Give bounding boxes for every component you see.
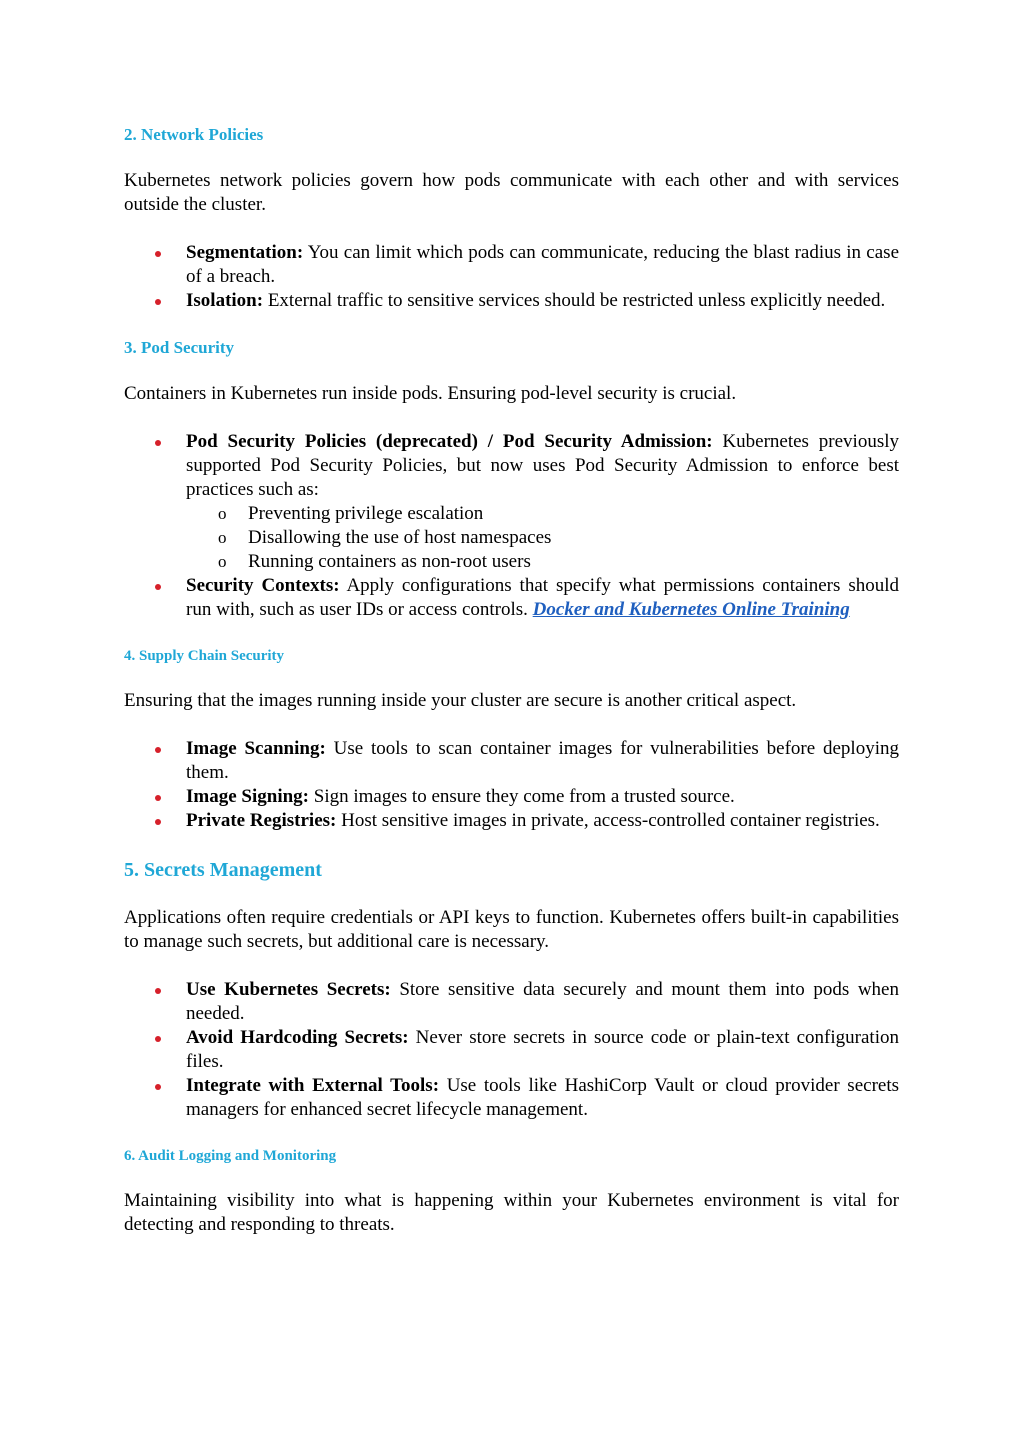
bullet-list bbox=[124, 737, 899, 833]
bullet-list bbox=[124, 241, 899, 313]
list-item bbox=[124, 978, 899, 1026]
section-heading-network-policies: 2. Network Policies bbox=[124, 125, 264, 144]
bullet-text: Never store secrets in source code or plain-text configuration files. bbox=[186, 1027, 899, 1072]
bullet-icon bbox=[155, 747, 161, 753]
sub-list-item bbox=[186, 550, 899, 574]
bullet-text: External traffic to sensitive services should be restricted unless explicitly needed. bbox=[263, 290, 886, 311]
bullet-text: Use tools to scan container images for vulnerabilities before deploying them. bbox=[186, 738, 899, 783]
bullet-term: Security Contexts: bbox=[186, 575, 340, 596]
bullet-text: Use tools like HashiCorp Vault or cloud provider secrets managers for enhanced secret lifecycle management. bbox=[186, 1075, 900, 1120]
bullet-text: Host sensitive images in private, access-controlled container registries. bbox=[336, 810, 880, 831]
bullet-icon bbox=[155, 795, 161, 801]
bullet-icon bbox=[155, 1084, 161, 1090]
list-item bbox=[124, 574, 899, 622]
list-item bbox=[124, 1074, 899, 1122]
sub-list bbox=[186, 502, 899, 574]
bullet-icon bbox=[155, 988, 161, 994]
sub-list-item bbox=[186, 526, 899, 550]
bullet-term: Image Scanning: bbox=[186, 738, 326, 759]
section-heading-pod-security: 3. Pod Security bbox=[124, 338, 235, 357]
sub-item-text: Preventing privilege escalation bbox=[248, 503, 484, 524]
bullet-term: Avoid Hardcoding Secrets: bbox=[186, 1027, 409, 1048]
section-heading-supply-chain: 4. Supply Chain Security bbox=[124, 648, 285, 664]
section-intro: Ensuring that the images running inside your cluster are secure is another critical aspect. bbox=[124, 690, 797, 711]
document-page bbox=[124, 124, 899, 1237]
circle-bullet-icon: o bbox=[218, 528, 227, 547]
list-item bbox=[124, 430, 899, 574]
bullet-icon bbox=[155, 584, 161, 590]
list-item bbox=[124, 809, 899, 833]
list-item bbox=[124, 241, 899, 289]
list-item bbox=[124, 289, 899, 313]
bullet-list bbox=[124, 430, 899, 622]
section-intro: Applications often require credentials or API keys to function. Kubernetes offers built-in capabilities to manage such secrets, but additional care is necessary. bbox=[124, 907, 899, 952]
bullet-term: Private Registries: bbox=[186, 810, 337, 831]
section-intro: Kubernetes network policies govern how pods communicate with each other and with services outside the cluster. bbox=[124, 170, 899, 215]
bullet-term: Pod Security Policies (deprecated) / Pod Security Admission: bbox=[186, 431, 713, 452]
sub-list-item bbox=[186, 502, 899, 526]
sub-item-text: Disallowing the use of host namespaces bbox=[248, 527, 552, 548]
bullet-text: Kubernetes previously supported Pod Security Policies, but now uses Pod Security Admission to enforce best practices such as: bbox=[186, 431, 900, 500]
bullet-term: Use Kubernetes Secrets: bbox=[186, 979, 391, 1000]
bullet-icon bbox=[155, 1036, 161, 1042]
bullet-term: Isolation: bbox=[186, 290, 264, 311]
bullet-text: Sign images to ensure they come from a trusted source. bbox=[309, 786, 735, 807]
list-item bbox=[124, 785, 899, 809]
circle-bullet-icon: o bbox=[218, 504, 227, 523]
sub-item-text: Running containers as non-root users bbox=[248, 551, 531, 572]
circle-bullet-icon: o bbox=[218, 552, 227, 571]
section-intro: Maintaining visibility into what is happening within your Kubernetes environment is vital for detecting and responding to threats. bbox=[124, 1190, 899, 1235]
bullet-icon bbox=[155, 440, 161, 446]
bullet-list bbox=[124, 978, 899, 1122]
bullet-text: Store sensitive data securely and mount them into pods when needed. bbox=[186, 979, 899, 1024]
bullet-term: Integrate with External Tools: bbox=[186, 1075, 440, 1096]
section-heading-secrets-management: 5. Secrets Management bbox=[124, 859, 322, 881]
training-link[interactable]: Docker and Kubernetes Online Training bbox=[532, 599, 850, 620]
list-item bbox=[124, 1026, 899, 1074]
bullet-icon bbox=[155, 251, 161, 257]
bullet-term: Image Signing: bbox=[186, 786, 309, 807]
bullet-icon bbox=[155, 299, 161, 305]
bullet-term: Segmentation: bbox=[186, 242, 304, 263]
bullet-text: You can limit which pods can communicate, reducing the blast radius in case of a breach. bbox=[186, 242, 899, 287]
bullet-text: Apply configurations that specify what permissions containers should run with, such as user IDs or access controls. bbox=[186, 575, 899, 620]
bullet-icon bbox=[155, 819, 161, 825]
list-item bbox=[124, 737, 899, 785]
section-intro: Containers in Kubernetes run inside pods. Ensuring pod-level security is crucial. bbox=[124, 383, 737, 404]
section-heading-audit-logging: 6. Audit Logging and Monitoring bbox=[124, 1148, 337, 1164]
